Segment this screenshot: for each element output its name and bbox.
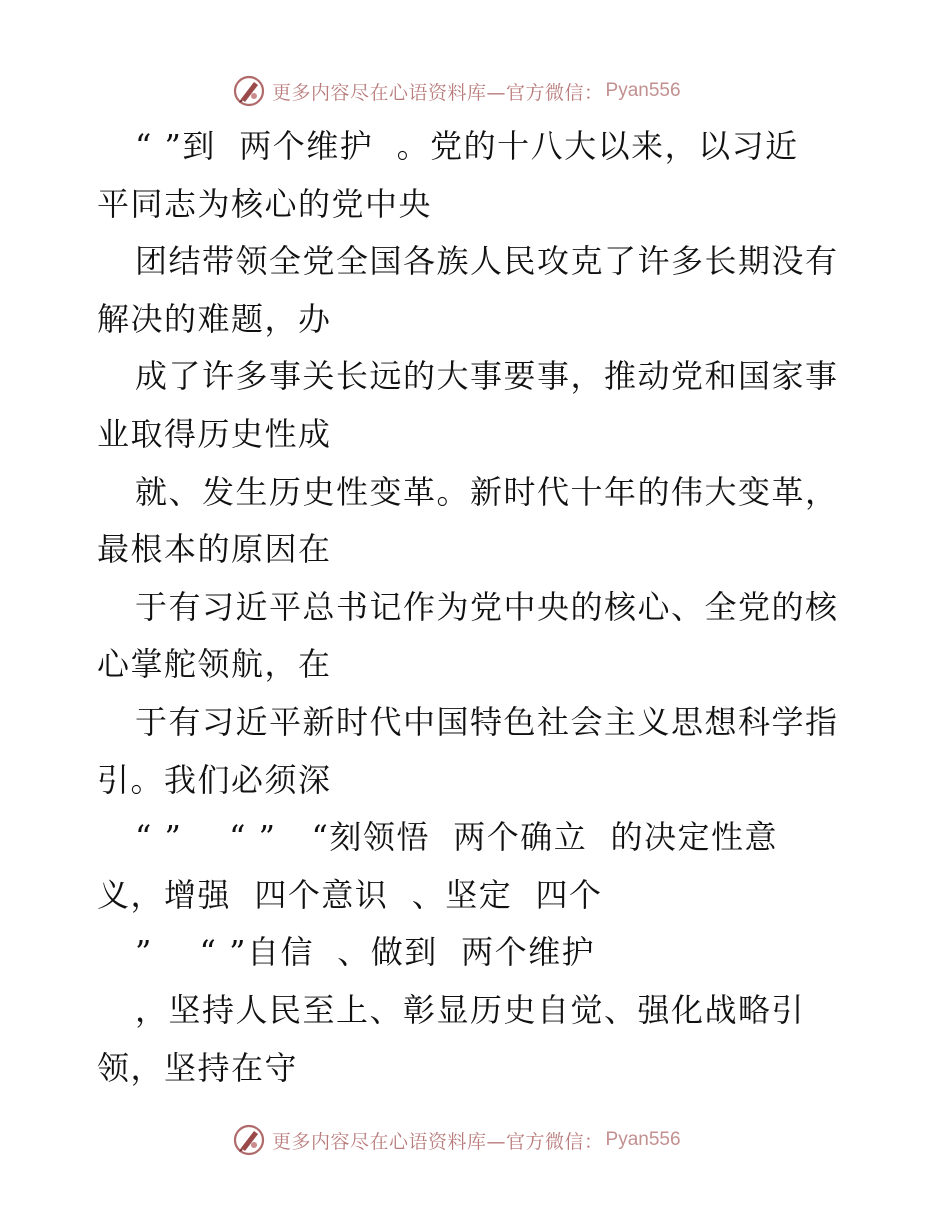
text-line: “ ” “ ” “刻领悟 两个确立 的决定性意 — [135, 818, 779, 857]
footer-watermark — [232, 1120, 681, 1160]
text-line: ，坚持人民至上、彰显历史自觉、强化战略引 — [135, 990, 806, 1029]
watermark-text: 更多内容尽在心语资料库—官方微信： — [272, 1130, 604, 1153]
text-line: 于有习近平新时代中国特色社会主义思想科学指 — [135, 702, 839, 741]
text-line: ” “ ”自信 、做到 两个维护 — [135, 933, 596, 972]
text-line: 团结带领全党全国各族人民攻克了许多长期没有 — [135, 242, 839, 281]
watermark-account: Pyan556 — [605, 1129, 681, 1150]
text-line: 引。我们必须深 — [97, 760, 332, 799]
text-line: 于有习近平总书记作为党中央的核心、全党的核 — [135, 587, 839, 626]
text-line: “ ”到 两个维护 。党的十八大以来，以习近 — [135, 127, 799, 165]
text-line: 心掌舵领航，在 — [97, 645, 332, 684]
text-line: 领，坚持在守 — [97, 1048, 299, 1087]
document-body — [97, 118, 877, 1097]
text-line: 业取得历史性成 — [97, 414, 332, 453]
header-watermark — [232, 71, 681, 111]
watermark-text: 更多内容尽在心语资料库—官方微信： — [272, 81, 604, 104]
watermark-account: Pyan556 — [605, 80, 681, 101]
text-line: 义，增强 四个意识 、坚定 四个 — [97, 875, 603, 914]
pen-logo-icon — [232, 74, 266, 108]
pen-logo-icon — [232, 1123, 266, 1157]
text-line: 解决的难题，办 — [97, 299, 332, 338]
text-line: 平同志为核心的党中央 — [97, 184, 433, 223]
text-line: 最根本的原因在 — [97, 530, 332, 569]
text-line: 成了许多事关长远的大事要事，推动党和国家事 — [135, 357, 839, 396]
text-line: 就、发生历史性变革。新时代十年的伟大变革， — [135, 472, 839, 511]
